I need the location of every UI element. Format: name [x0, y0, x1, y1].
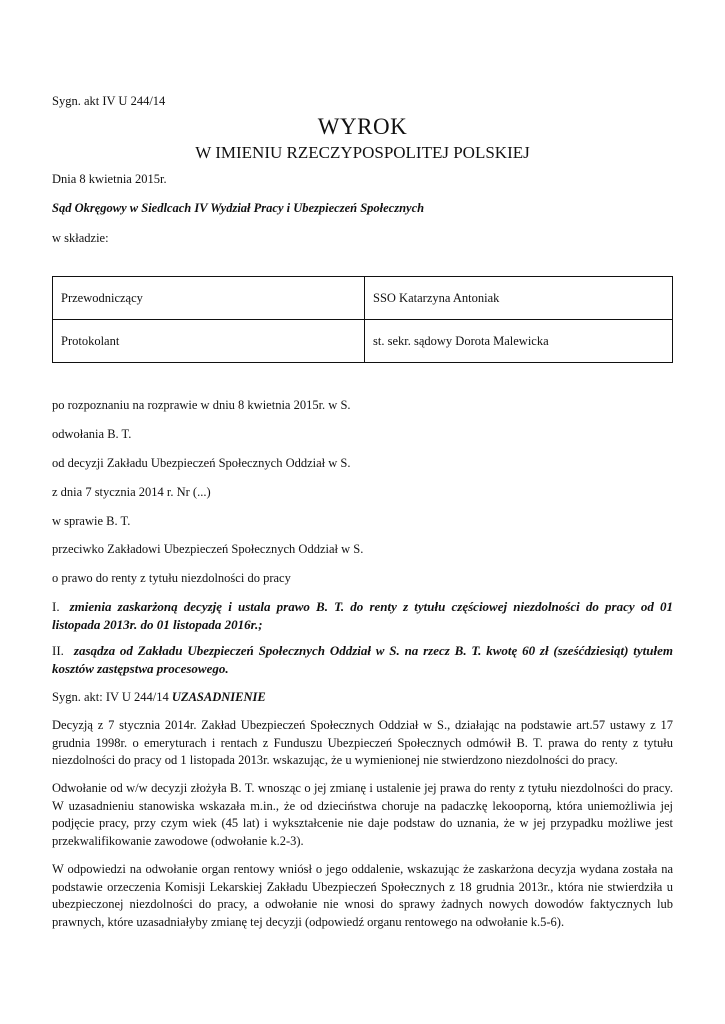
panel-role: Protokolant: [53, 320, 365, 363]
ruling-item: [52, 598, 673, 634]
ruling-number: II.: [52, 643, 64, 658]
document-subtitle: W IMIENIU RZECZYPOSPOLITEJ POLSKIEJ: [195, 143, 530, 162]
panel-member: SSO Katarzyna Antoniak: [365, 277, 673, 320]
composition-label: w składzie:: [52, 231, 109, 245]
judgment-date: Dnia 8 kwietnia 2015r.: [52, 172, 167, 186]
case-line: z dnia 7 stycznia 2014 r. Nr (...): [52, 485, 211, 499]
justification-title: UZASADNIENIE: [171, 690, 266, 704]
case-line: w sprawie B. T.: [52, 514, 131, 528]
table-row: [53, 277, 673, 320]
case-line: od decyzji Zakładu Ubezpieczeń Społecznych Oddział w S.: [52, 456, 351, 470]
ruling-item: [52, 642, 673, 678]
justification-heading: [52, 689, 266, 705]
court-name: Sąd Okręgowy w Siedlcach IV Wydział Pracy i Ubezpieczeń Społecznych: [52, 201, 425, 215]
case-line: po rozpoznaniu na rozprawie w dniu 8 kwietnia 2015r. w S.: [52, 398, 351, 412]
panel-role: Przewodniczący: [53, 277, 365, 320]
case-signature: Sygn. akt IV U 244/14: [52, 94, 166, 108]
case-line: przeciwko Zakładowi Ubezpieczeń Społecznych Oddział w S.: [52, 542, 364, 556]
case-line: odwołania B. T.: [52, 427, 132, 441]
document-title: WYROK: [317, 114, 408, 139]
paragraph: Decyzją z 7 stycznia 2014r. Zakład Ubezpieczeń Społecznych Oddział w S., działając na podstawie art.57 ustawy z 17 grudnia 1998r. o emeryturach i rentach z Funduszu Ubezpieczeń Społecznych odmówił B. T. prawa do renty z tytułu niezdolności do pracy od 1 listopada 2013r. wskazując, że u wymienionej nie stwierdzono niezdolności do pracy.: [52, 718, 673, 767]
ruling-text: zmienia zaskarżoną decyzję i ustala prawo B. T. do renty z tytułu częściowej niezdolności do pracy od 01 listopada 2013r. do 01 listopada 2016r.;: [52, 599, 673, 632]
paragraph: Odwołanie od w/w decyzji złożyła B. T. wnosząc o jej zmianę i ustalenie jej prawa do renty z tytułu niezdolności do pracy. W uzasadnieniu stanowiska wskazała m.in., że od dzieciństwa choruje na padaczkę lekooporną, która uniemożliwia jej podjęcie pracy, przy czym wiek (45 lat) i wykształcenie nie daje podstaw do uznania, że w jej przypadku możliwe jest przekwalifikowanie zawodowe (odwołanie k.2-3).: [52, 781, 673, 848]
ruling-text: zasądza od Zakładu Ubezpieczeń Społecznych Oddział w S. na rzecz B. T. kwotę 60 zł (sześćdziesiąt) tytułem kosztów zastępstwa procesowego.: [52, 643, 673, 676]
ruling-number: I.: [52, 599, 60, 614]
case-line: o prawo do renty z tytułu niezdolności do pracy: [52, 571, 291, 585]
panel-member: st. sekr. sądowy Dorota Malewicka: [365, 320, 673, 363]
court-panel-table: [52, 276, 673, 363]
table-row: [53, 320, 673, 363]
justification-signature: Sygn. akt: IV U 244/14: [52, 690, 169, 704]
paragraph: W odpowiedzi na odwołanie organ rentowy wniósł o jego oddalenie, wskazując że zaskarżona decyzja wydana została na podstawie orzeczenia Komisji Lekarskiej Zakładu Ubezpieczeń Społecznych z 18 grudnia 2013r., która nie stwierdziła u ubezpieczonej niezdolności do pracy, a odwołanie nie wnosi do sprawy żadnych nowych dowodów faktycznych lub prawnych, które uzasadniałyby zmianę tej decyzji (odpowiedź organu rentowego na odwołanie k.5-6).: [52, 862, 673, 929]
